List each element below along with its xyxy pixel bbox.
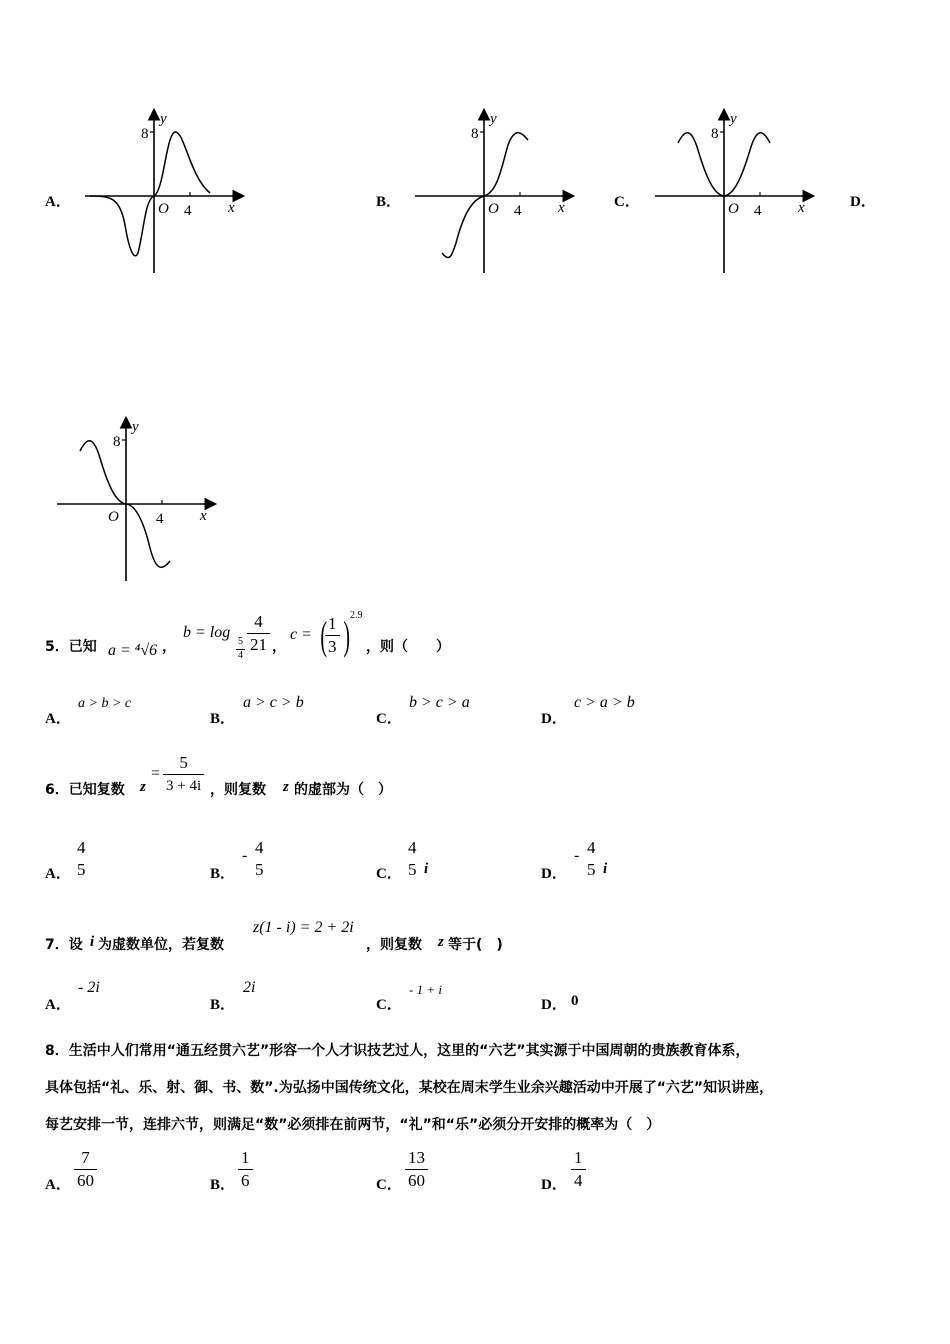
q5-option-c-label: C． <box>376 711 402 727</box>
q7-option-c-value: - 1 + i <box>409 982 442 997</box>
q4-option-c-label: C． <box>614 194 640 210</box>
q6-z: z <box>140 779 146 795</box>
q5-comma-1: ， <box>162 639 176 655</box>
q5-option-a-value: a > b > c <box>78 696 132 711</box>
q6-option-d-label: D． <box>541 866 567 882</box>
x-tick-label: 4 <box>184 203 192 219</box>
q7-z: z <box>438 934 444 950</box>
q5-c-fraction: $\frac{1}{3}$ <box>325 614 340 657</box>
q7-option-d-value: 0 <box>571 993 579 1009</box>
q7-stem-suffix-b: 等于( ) <box>448 937 503 953</box>
q7-option-d-label: D． <box>541 997 567 1013</box>
q6-option-c-i: i <box>424 861 429 877</box>
q7-option-c-label: C． <box>376 997 402 1013</box>
q6-option-c-fraction: 4 5 <box>408 838 417 879</box>
y-label: y <box>160 111 167 127</box>
q4-graph-a <box>80 105 250 280</box>
q7-stem-suffix-a: ，则复数 <box>366 937 422 953</box>
q8-option-b-fraction: $\frac{1}{6}$ <box>238 1148 253 1191</box>
q8-option-d-fraction: $\frac{1}{4}$ <box>571 1148 586 1191</box>
q7-option-a-label: A． <box>45 997 71 1013</box>
q6-option-c-label: C． <box>376 866 402 882</box>
axis-label-o: O <box>488 201 499 217</box>
q8-option-a-label: A． <box>45 1177 71 1193</box>
axis-label-4: 4 <box>514 203 522 219</box>
q5-c-lhs: c = <box>290 626 312 643</box>
q8-option-a-fraction: $\frac{7}{60}$ <box>74 1148 97 1191</box>
q5-b-base-den: 4 <box>238 650 243 661</box>
q7-option-b-value: 2i <box>243 979 256 996</box>
q4-option-a-label: A． <box>45 194 71 210</box>
axis-label-8: 8 <box>711 126 719 142</box>
q6-option-d-fraction: 4 5 <box>587 838 596 879</box>
axis-label-y: y <box>132 419 139 435</box>
axis-label-8: 8 <box>113 434 121 450</box>
q5-a-expression: a = ⁴√6 <box>108 642 158 659</box>
q6-fraction: $\frac{5}{3 + 4i}$ <box>163 753 204 796</box>
x-label: x <box>228 200 235 216</box>
q6-stem-suffix: 的虚部为（ ） <box>294 782 392 798</box>
q5-option-d-value: c > a > b <box>574 694 635 711</box>
q7-equation: z(1 - i) = 2 + 2i <box>253 919 354 936</box>
axis-label-y: y <box>730 111 737 127</box>
q4-option-b-label: B． <box>376 194 402 210</box>
q8-option-b-label: B． <box>210 1177 236 1193</box>
q7-stem-prefix: 7．设 <box>45 937 83 953</box>
q6-option-a-fraction: 4 5 <box>77 838 86 879</box>
axis-label-x: x <box>798 200 805 216</box>
curve <box>90 132 210 256</box>
axis-label-4: 4 <box>754 203 762 219</box>
q5-option-c-value: b > c > a <box>409 694 470 711</box>
q6-stem-prefix: 6．已知复数 <box>45 782 125 798</box>
q8-option-d-label: D． <box>541 1177 567 1193</box>
axis-label-x: x <box>200 508 207 524</box>
q6-stem-mid: ，则复数 <box>210 782 266 798</box>
q6-option-b-label: B． <box>210 866 236 882</box>
origin-label: O <box>158 201 169 217</box>
q8-stem-line-1: 8．生活中人们常用“通五经贯六艺”形容一个人才识技艺过人，这里的“六艺”其实源于中国周朝的贵族教育体系， <box>45 1043 750 1059</box>
q7-option-b-label: B． <box>210 997 236 1013</box>
q5-option-b-label: B． <box>210 711 236 727</box>
q5-c-exponent: 2.9 <box>350 610 363 621</box>
q5-stem-suffix: ，则（ ） <box>366 639 450 655</box>
q5-b-lhs: b = log <box>183 624 231 641</box>
q5-b-fraction: $\frac{4}{21}$ <box>247 612 270 655</box>
q4-graph-d <box>52 413 222 588</box>
axis-label-o: O <box>108 509 119 525</box>
q6-option-b-sign: - <box>242 847 248 864</box>
q4-graph-b <box>410 105 580 280</box>
q5-option-b-value: a > c > b <box>243 694 304 711</box>
q5-option-d-label: D． <box>541 711 567 727</box>
q8-option-c-label: C． <box>376 1177 402 1193</box>
q5-option-a-label: A． <box>45 711 71 727</box>
q6-equals: = <box>151 765 161 782</box>
q6-option-d-i: i <box>603 861 608 877</box>
q6-option-b-fraction: 4 5 <box>255 838 264 879</box>
q8-stem-line-3: 每艺安排一节，连排六节，则满足“数”必须排在前两节，“礼”和“乐”必须分开安排的概率为（ ） <box>45 1117 661 1133</box>
q8-option-c-fraction: $\frac{13}{60}$ <box>405 1148 428 1191</box>
q8-stem-line-2: 具体包括“礼、乐、射、御、书、数”.为弘扬中国传统文化，某校在周末学生业余兴趣活动中开展了“六艺”知识讲座， <box>45 1080 774 1096</box>
axis-label-8: 8 <box>471 126 479 142</box>
axis-label-o: O <box>728 201 739 217</box>
q6-option-a-label: A． <box>45 866 71 882</box>
q6-option-d-sign: - <box>574 847 580 864</box>
q5-comma-2: ， <box>272 639 286 655</box>
q7-stem-mid: 为虚数单位，若复数 <box>98 937 224 953</box>
y-tick-label: 8 <box>141 126 149 142</box>
q4-option-d-label: D． <box>850 194 876 210</box>
axis-label-x: x <box>558 200 565 216</box>
axis-label-4: 4 <box>156 511 164 527</box>
q7-option-a-value: - 2i <box>78 979 100 996</box>
q6-z-2: z <box>283 779 289 795</box>
axis-label-y: y <box>490 111 497 127</box>
q4-graph-c <box>650 105 820 280</box>
q5-stem-prefix: 5．已知 <box>45 639 97 655</box>
q7-i: i <box>90 934 95 950</box>
q5-b-base-num: 5 <box>238 636 243 647</box>
